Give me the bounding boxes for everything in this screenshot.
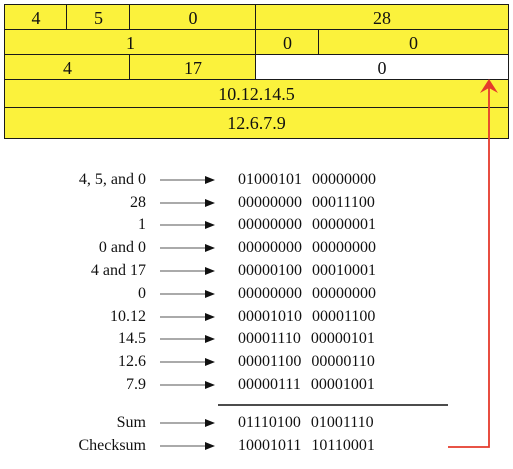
destination-address-field: 12.6.7.9 [4, 107, 509, 139]
binary-value: 00001100 00000110 [238, 353, 375, 370]
calc-label: 10.12 [110, 308, 146, 325]
source-address-field: 10.12.14.5 [4, 79, 509, 109]
identification-field: 1 [4, 29, 257, 56]
protocol-field: 17 [129, 54, 257, 81]
calc-label: 4 and 17 [90, 262, 146, 279]
binary-value: 00000000 00011100 [238, 194, 375, 211]
checksum-label: Checksum [78, 437, 146, 454]
calc-label: 4, 5, and 0 [78, 171, 146, 188]
checksum-field: 0 [255, 54, 509, 81]
calc-label: 12.6 [118, 353, 146, 370]
fragment-offset-field: 0 [318, 29, 509, 56]
flags-field: 0 [255, 29, 320, 56]
binary-value: 00001110 00000101 [238, 330, 375, 347]
header-length-field: 5 [66, 4, 131, 31]
calc-label: 0 [138, 285, 146, 302]
calc-label: 28 [130, 194, 146, 211]
total-length-field: 28 [255, 4, 509, 31]
sum-label: Sum [116, 414, 146, 431]
binary-value: 00000000 00000000 [238, 239, 376, 256]
ttl-field: 4 [4, 54, 131, 81]
binary-value: 00000000 00000001 [238, 216, 376, 233]
calc-label: 1 [138, 216, 146, 233]
version-field: 4 [4, 4, 68, 31]
binary-value: 00000000 00000000 [238, 285, 376, 302]
calc-label: 7.9 [126, 376, 146, 393]
checksum-value: 10001011 10110001 [238, 437, 375, 454]
checksum-feedback-arrow-icon [448, 79, 498, 447]
binary-value: 00000100 00010001 [238, 262, 376, 279]
row-arrows [160, 180, 214, 446]
calc-label: 14.5 [118, 330, 146, 347]
service-type-field: 0 [129, 4, 257, 31]
sum-value: 01110100 01001110 [238, 414, 374, 431]
binary-value: 01000101 00000000 [238, 171, 376, 188]
binary-value: 00000111 00001001 [238, 376, 375, 393]
calc-label: 0 and 0 [98, 239, 146, 256]
binary-value: 00001010 00001100 [238, 308, 376, 325]
